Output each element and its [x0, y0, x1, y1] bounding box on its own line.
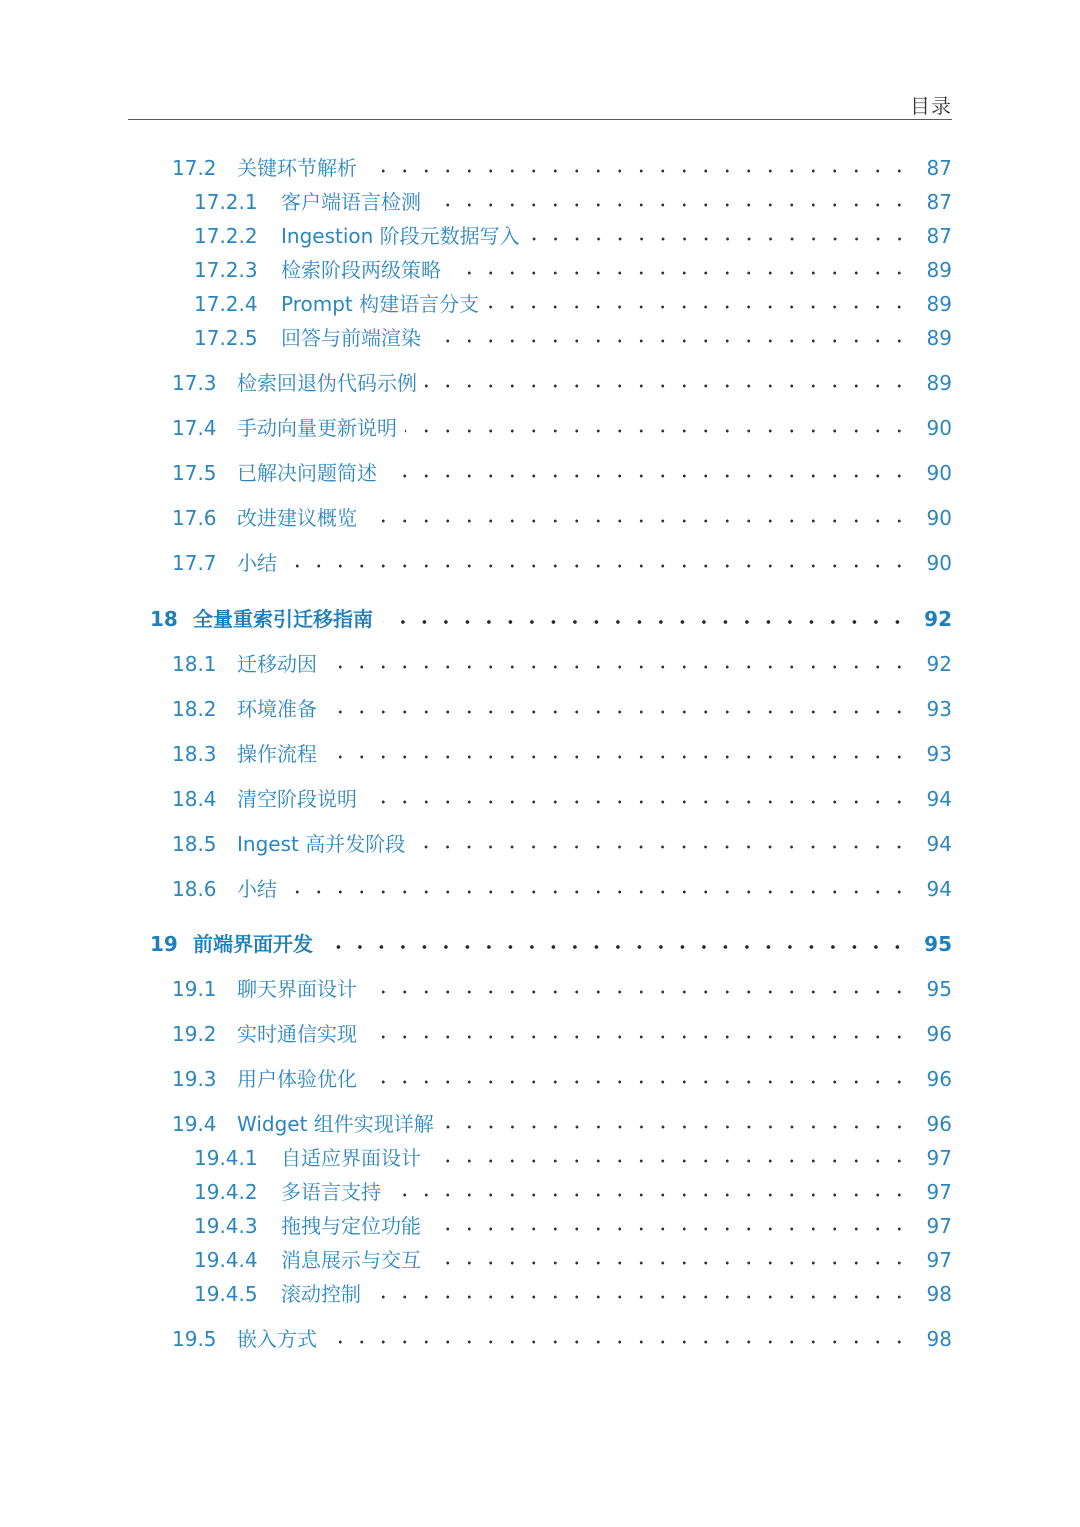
toc-entry-number: 17.2.1 — [194, 190, 258, 214]
toc-entry-title: 已解决问题简述 — [237, 461, 377, 485]
toc-entry[interactable] — [172, 830, 952, 858]
toc-entry-title: 嵌入方式 — [237, 1327, 317, 1351]
toc-entry-page: 93 — [926, 697, 952, 721]
dot-leader — [365, 1079, 910, 1085]
toc-entry[interactable] — [172, 1325, 952, 1353]
toc-entry-number: 18.2 — [172, 697, 217, 721]
toc-entry-title: 小结 — [237, 877, 277, 901]
dot-leader — [429, 1158, 910, 1164]
toc-entry-page: 92 — [924, 607, 952, 631]
toc-entry-number: 18 — [150, 607, 178, 631]
toc-entry-title: 前端界面开发 — [193, 932, 313, 956]
toc-entry[interactable] — [172, 650, 952, 678]
toc-entry[interactable] — [172, 1065, 952, 1093]
toc-entry-page: 97 — [926, 1248, 952, 1272]
dot-leader — [365, 1034, 910, 1040]
toc-entry[interactable] — [172, 459, 952, 487]
dot-leader — [405, 428, 910, 434]
toc-entry-title: 检索阶段两级策略 — [281, 258, 441, 282]
toc-entry[interactable] — [194, 222, 952, 250]
dot-leader — [325, 664, 910, 670]
toc-entry-title: 用户体验优化 — [237, 1067, 357, 1091]
toc-chapter-entry[interactable] — [150, 605, 952, 633]
toc-entry[interactable] — [172, 695, 952, 723]
toc-entry-page: 90 — [926, 461, 952, 485]
toc-entry-title: 拖拽与定位功能 — [281, 1214, 421, 1238]
toc-entry-number: 19.1 — [172, 977, 217, 1001]
toc-entry[interactable] — [172, 1110, 952, 1138]
toc-entry[interactable] — [194, 1246, 952, 1274]
toc-entry-title: 实时通信实现 — [237, 1022, 357, 1046]
dot-leader — [449, 270, 910, 276]
toc-entry[interactable] — [172, 414, 952, 442]
toc-entry-page: 92 — [926, 652, 952, 676]
dot-leader — [413, 844, 910, 850]
toc-entry-title: 消息展示与交互 — [281, 1248, 421, 1272]
toc-entry-number: 19.4.2 — [194, 1180, 258, 1204]
dot-leader — [323, 944, 908, 950]
toc-entry[interactable] — [194, 290, 952, 318]
toc-entry-page: 89 — [926, 292, 952, 316]
dot-leader — [389, 1192, 910, 1198]
toc-entry-page: 94 — [926, 832, 952, 856]
dot-leader — [385, 473, 910, 479]
toc-entry-number: 17.5 — [172, 461, 217, 485]
dot-leader — [365, 989, 910, 995]
toc-entry[interactable] — [194, 1178, 952, 1206]
toc-entry-page: 90 — [926, 416, 952, 440]
toc-entry[interactable] — [172, 875, 952, 903]
dot-leader — [425, 383, 910, 389]
toc-entry-number: 17.2.3 — [194, 258, 258, 282]
toc-entry-page: 87 — [926, 190, 952, 214]
toc-entry-page: 87 — [926, 224, 952, 248]
dot-leader — [528, 236, 910, 242]
toc-entry[interactable] — [172, 740, 952, 768]
toc-entry-number: 17.4 — [172, 416, 217, 440]
dot-leader — [429, 1226, 910, 1232]
dot-leader — [429, 202, 910, 208]
toc-entry-page: 98 — [926, 1282, 952, 1306]
toc-entry-title: 关键环节解析 — [237, 156, 357, 180]
toc-entry-number: 19.4.3 — [194, 1214, 258, 1238]
toc-entry-number: 17.2.2 — [194, 224, 258, 248]
toc-entry[interactable] — [172, 369, 952, 397]
dot-leader — [365, 518, 910, 524]
toc-entry[interactable] — [194, 256, 952, 284]
toc-entry-page: 89 — [926, 258, 952, 282]
toc-entry[interactable] — [194, 1280, 952, 1308]
toc-entry[interactable] — [172, 549, 952, 577]
toc-entry-number: 19.4.5 — [194, 1282, 258, 1306]
toc-entry-page: 95 — [926, 977, 952, 1001]
dot-leader — [365, 168, 910, 174]
toc-entry-page: 97 — [926, 1214, 952, 1238]
toc-entry-title: 改进建议概览 — [237, 506, 357, 530]
toc-entry-title: 操作流程 — [237, 742, 317, 766]
toc-entry-page: 95 — [924, 932, 952, 956]
toc-entry-page: 96 — [926, 1022, 952, 1046]
dot-leader — [487, 304, 910, 310]
toc-entry-title: 环境准备 — [237, 697, 317, 721]
toc-entry-number: 17.7 — [172, 551, 217, 575]
toc-entry-page: 97 — [926, 1146, 952, 1170]
toc-entry[interactable] — [172, 975, 952, 1003]
toc-entry-title: 自适应界面设计 — [281, 1146, 421, 1170]
toc-entry-number: 19.4.1 — [194, 1146, 258, 1170]
toc-entry-number: 18.3 — [172, 742, 217, 766]
dot-leader — [369, 1294, 910, 1300]
toc-entry-page: 87 — [926, 156, 952, 180]
toc-entry-page: 94 — [926, 877, 952, 901]
toc-entry-title: 回答与前端渲染 — [281, 326, 421, 350]
dot-leader — [285, 563, 910, 569]
toc-entry-title: Prompt 构建语言分支 — [281, 292, 480, 316]
toc-entry-title: 聊天界面设计 — [237, 977, 357, 1001]
toc-chapter-entry[interactable] — [150, 930, 952, 958]
toc-entry-title: 客户端语言检测 — [281, 190, 421, 214]
toc-entry[interactable] — [194, 1212, 952, 1240]
toc-entry[interactable] — [194, 1144, 952, 1172]
toc-entry-title: 迁移动因 — [237, 652, 317, 676]
toc-entry-page: 90 — [926, 551, 952, 575]
toc-entry-number: 19.2 — [172, 1022, 217, 1046]
toc-entry-page: 96 — [926, 1067, 952, 1091]
toc-entry-number: 17.2.4 — [194, 292, 258, 316]
toc-entry[interactable] — [194, 188, 952, 216]
dot-leader — [325, 1339, 910, 1345]
dot-leader — [285, 889, 910, 895]
toc-entry-title: 滚动控制 — [281, 1282, 361, 1306]
toc-entry-title: 多语言支持 — [281, 1180, 381, 1204]
toc-entry-title: Ingestion 阶段元数据写入 — [281, 224, 520, 248]
dot-leader — [325, 754, 910, 760]
toc-entry[interactable] — [172, 154, 952, 182]
toc-entry-number: 18.1 — [172, 652, 217, 676]
toc-entry-page: 89 — [926, 371, 952, 395]
running-title: 目录 — [910, 94, 952, 118]
toc-entry-title: Widget 组件实现详解 — [237, 1112, 434, 1136]
toc-entry-number: 17.3 — [172, 371, 217, 395]
toc-entry-number: 19.4 — [172, 1112, 217, 1136]
toc-entry-page: 93 — [926, 742, 952, 766]
toc-entry[interactable] — [194, 324, 952, 352]
toc-entry[interactable] — [172, 504, 952, 532]
toc-entry-number: 18.5 — [172, 832, 217, 856]
toc-entry-number: 19.5 — [172, 1327, 217, 1351]
toc-entry-page: 89 — [926, 326, 952, 350]
toc-entry-number: 19.4.4 — [194, 1248, 258, 1272]
toc-entry-number: 17.2 — [172, 156, 217, 180]
toc-entry-page: 94 — [926, 787, 952, 811]
toc-entry-page: 90 — [926, 506, 952, 530]
toc-entry-title: 手动向量更新说明 — [237, 416, 397, 440]
toc-entry[interactable] — [172, 785, 952, 813]
toc-entry-title: 清空阶段说明 — [237, 787, 357, 811]
toc-entry-page: 97 — [926, 1180, 952, 1204]
dot-leader — [365, 799, 910, 805]
toc-entry-title: 全量重索引迁移指南 — [193, 607, 373, 631]
toc-entry-number: 19 — [150, 932, 178, 956]
toc-entry-title: 检索回退伪代码示例 — [237, 371, 417, 395]
dot-leader — [442, 1124, 910, 1130]
dot-leader — [429, 1260, 910, 1266]
toc-entry-number: 17.6 — [172, 506, 217, 530]
toc-entry-page: 98 — [926, 1327, 952, 1351]
toc-entry-number: 18.4 — [172, 787, 217, 811]
toc-entry-number: 17.2.5 — [194, 326, 258, 350]
toc-entry[interactable] — [172, 1020, 952, 1048]
toc-entry-title: 小结 — [237, 551, 277, 575]
toc-entry-page: 96 — [926, 1112, 952, 1136]
toc-entry-title: Ingest 高并发阶段 — [237, 832, 406, 856]
toc-entry-number: 19.3 — [172, 1067, 217, 1091]
dot-leader — [325, 709, 910, 715]
toc-entry-number: 18.6 — [172, 877, 217, 901]
dot-leader — [429, 338, 910, 344]
dot-leader — [383, 619, 908, 625]
